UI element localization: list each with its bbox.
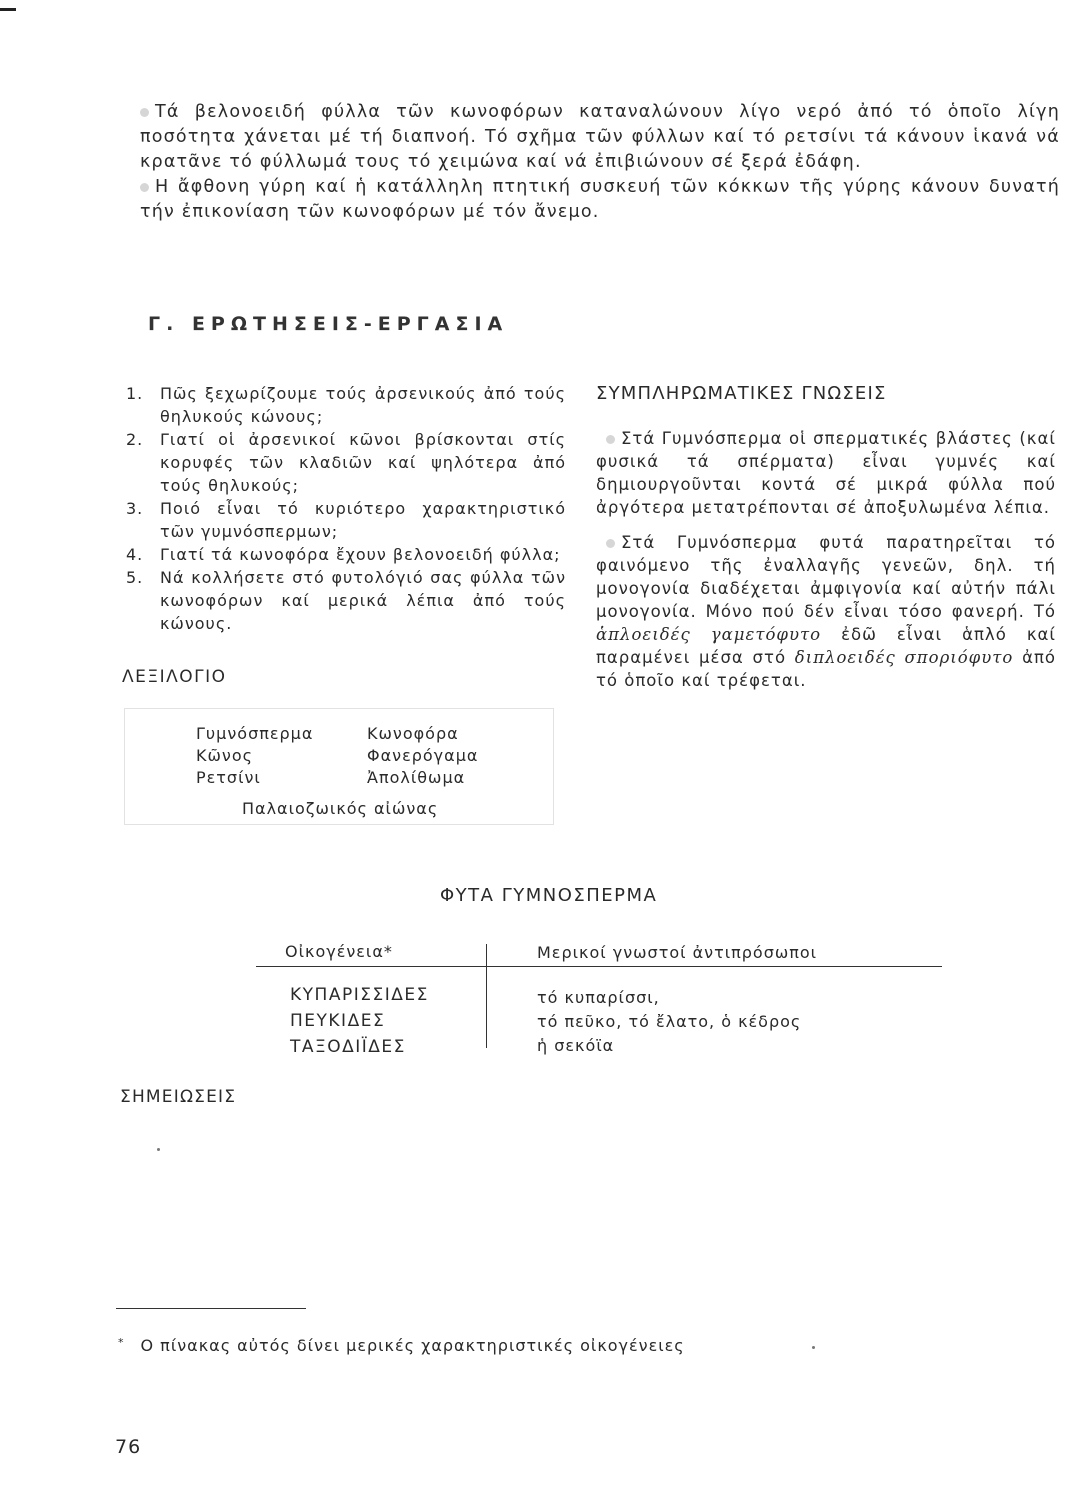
question-text: Γιατί οἱ ἀρσενικοί κῶνοι βρίσκονται στίς κορυφές τῶν κλαδιῶν καί ψηλότερα ἀπό τούς θηλυκούς; bbox=[160, 430, 566, 495]
italic-term: ἁπλοειδές γαμετόφυτο bbox=[596, 625, 822, 644]
lexicon-title: ΛΕΞΙΛΟΓΙΟ bbox=[122, 667, 227, 687]
question-text: Ποιό εἶναι τό κυριότερο χαρακτηριστικό τῶν γυμνόσπερμων; bbox=[160, 499, 566, 541]
footnote bbox=[118, 1336, 685, 1355]
intro-paragraph: Τά βελονοειδή φύλλα τῶν κωνοφόρων καταναλώνουν λίγο νερό ἀπό τό ὁποῖο λίγη ποσότητα χάνεται μέ τή διαπνοή. Τό σχῆμα τῶν φύλλων καί τό ρετσίνι τά κάνουν ἱκανά νά κρατᾶνε τό φύλλωμά τους τό χειμώνα καί νά ἐπιβιώνουν σέ ξερά ἐδάφη. bbox=[140, 102, 1060, 172]
question-number: 4. bbox=[126, 545, 144, 564]
representative-text: τό κυπαρίσσι, bbox=[537, 988, 660, 1007]
table-header-representatives: Μερικοί γνωστοί ἀντιπρόσωποι bbox=[537, 943, 818, 962]
supplementary-title: ΣΥΜΠΛΗΡΩΜΑΤΙΚΕΣ ΓΝΩΣΕΙΣ bbox=[596, 383, 887, 404]
bullet-icon bbox=[140, 108, 149, 117]
lexicon-word: Ἀπολίθωμα bbox=[367, 768, 466, 787]
supplementary-paragraph: Στά Γυμνόσπερμα οἱ σπερματικές βλάστες (καί φυσικά τά σπέρματα) εἶναι γυμνές καί δημιουργοῦνται κοντά σέ μικρά φύλλα πού ἀργότερα μετατρέπονται σέ ἀποξυλωμένα λέπια. bbox=[596, 429, 1056, 517]
family-list bbox=[290, 982, 429, 1060]
question-number: 2. bbox=[126, 430, 144, 449]
question-item bbox=[126, 566, 566, 635]
supplementary-text bbox=[596, 427, 1056, 704]
footnote-rule bbox=[116, 1308, 306, 1309]
table-rule bbox=[256, 966, 942, 967]
question-text: Πῶς ξεχωρίζουμε τούς ἀρσενικούς ἀπό τούς θηλυκούς κώνους; bbox=[160, 384, 566, 426]
question-item bbox=[126, 382, 566, 428]
table-header-family: Οἰκογένεια* bbox=[285, 942, 393, 961]
question-item bbox=[126, 543, 566, 566]
representative-text: ἡ σεκόϊα bbox=[537, 1036, 615, 1055]
bullet-icon bbox=[140, 183, 149, 192]
question-text: Γιατί τά κωνοφόρα ἔχουν βελονοειδή φύλλα; bbox=[160, 545, 561, 564]
scan-speck bbox=[157, 1148, 160, 1151]
lexicon-word: Γυμνόσπερμα bbox=[196, 724, 314, 743]
family-name: ΠΕΥΚΙΔΕΣ bbox=[290, 1011, 386, 1031]
lexicon-word: Κῶνος bbox=[196, 746, 254, 765]
question-number: 1. bbox=[126, 384, 144, 403]
intro-text bbox=[140, 100, 1060, 225]
question-text: Νά κολλήσετε στό φυτολόγιό σας φύλλα τῶν κωνοφόρων καί μερικά λέπια ἀπό τούς κώνους. bbox=[160, 568, 566, 633]
supplementary-paragraph: Στά Γυμνόσπερμα φυτά παρατηρεῖται τό φαινόμενο τῆς ἐναλλαγῆς γενεῶν, δηλ. τή μονογονία διαδέχεται ἀμφιγονία καί αὐτήν πάλι μονογονία. Μόνο πού δέν εἶναι τόσο φανερή. Τό ἁπλοειδές γαμετόφυτο ἐδῶ εἶναι ἁπλό καί παραμένει μέσα στό διπλοειδές σποριόφυτο ἀπό τό ὁποῖο καί τρέφεται. bbox=[596, 533, 1057, 690]
italic-term: διπλοειδές σποριόφυτο bbox=[794, 648, 1014, 667]
table-title: ΦΥΤΑ ΓΥΜΝΟΣΠΕΡΜΑ bbox=[440, 885, 658, 906]
bullet-icon bbox=[606, 539, 615, 548]
question-item bbox=[126, 428, 566, 497]
lexicon-word: Παλαιοζωικός αἰώνας bbox=[242, 799, 439, 818]
intro-paragraph: Η ἄφθονη γύρη καί ἡ κατάλληλη πτητική συσκευή τῶν κόκκων τῆς γύρης κάνουν δυνατή τήν ἐπικονίαση τῶν κωνοφόρων μέ τόν ἄνεμο. bbox=[140, 177, 1060, 222]
questions-list bbox=[126, 382, 566, 635]
family-name: ΚΥΠΑΡΙΣΣΙΔΕΣ bbox=[290, 985, 429, 1005]
question-item bbox=[126, 497, 566, 543]
bullet-icon bbox=[606, 435, 615, 444]
representative-text: τό πεῦκο, τό ἔλατο, ὁ κέδρος bbox=[537, 1012, 802, 1031]
lexicon-word: Ρετσίνι bbox=[196, 768, 261, 787]
corner-mark bbox=[0, 8, 16, 11]
notes-title: ΣΗΜΕΙΩΣΕΙΣ bbox=[120, 1087, 237, 1107]
question-number: 3. bbox=[126, 499, 144, 518]
table-divider bbox=[486, 944, 487, 1048]
footnote-marker: * bbox=[118, 1336, 125, 1349]
lexicon-word: Κωνοφόρα bbox=[367, 724, 459, 743]
family-name: ΤΑΞΟΔΙΪΔΕΣ bbox=[290, 1037, 406, 1057]
scan-speck bbox=[812, 1346, 815, 1349]
section-title: Γ. ΕΡΩΤΗΣΕΙΣ-ΕΡΓΑΣΙΑ bbox=[148, 313, 509, 335]
question-number: 5. bbox=[126, 568, 144, 587]
page-number: 76 bbox=[115, 1436, 142, 1458]
representative-list bbox=[537, 986, 801, 1058]
footnote-text: Ο πίνακας αὐτός δίνει μερικές χαρακτηριστικές οἰκογένειες bbox=[140, 1336, 685, 1355]
lexicon-word: Φανερόγαμα bbox=[367, 746, 479, 765]
